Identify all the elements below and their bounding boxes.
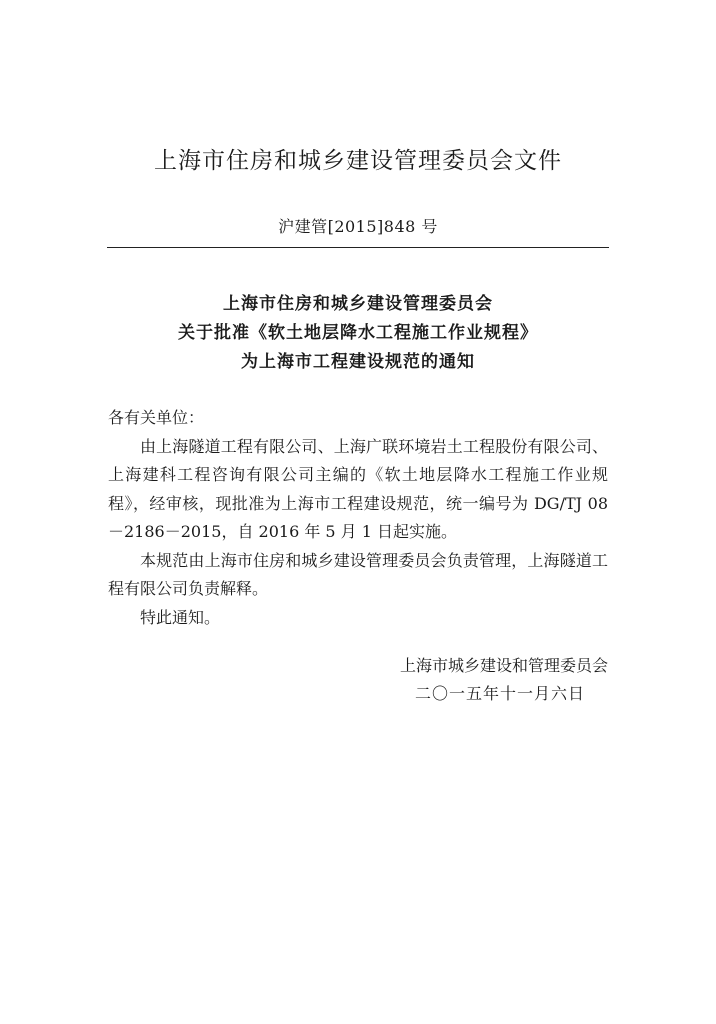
notice-title-line-3: 为上海市工程建设规范的通知 — [241, 352, 475, 372]
body-paragraph-closing: 特此通知。 — [140, 607, 221, 627]
body-paragraph-approval: 由上海隧道工程有限公司、上海广联环境岩土工程股份有限公司、上海建科工程咨询有限公司主编的《软土地层降水工程施工作业规程》，经审核，现批准为上海市工程建设规范，统一编号为 DG/TJ 08－2186－2015，自 2016 年 5 月 1 日起实施。 — [108, 436, 608, 541]
signature-organization: 上海市城乡建设和管理委员会 — [399, 656, 608, 675]
salutation: 各有关单位： — [108, 408, 205, 427]
issuer-header: 上海市住房和城乡建设管理委员会文件 — [154, 148, 562, 174]
document-number: 沪建管[2015]848 号 — [278, 217, 438, 236]
signature-date: 二〇一五年十一月六日 — [414, 684, 585, 703]
notice-title-line-2: 关于批准《软土地层降水工程施工作业规程》 — [178, 323, 538, 343]
notice-title-line-1: 上海市住房和城乡建设管理委员会 — [223, 294, 493, 314]
body-paragraph-management: 本规范由上海市住房和城乡建设管理委员会负责管理，上海隧道工程有限公司负责解释。 — [108, 550, 608, 598]
notice-title — [0, 290, 716, 377]
signature-block — [308, 652, 608, 708]
header-divider — [107, 247, 609, 248]
notice-body — [108, 404, 608, 632]
